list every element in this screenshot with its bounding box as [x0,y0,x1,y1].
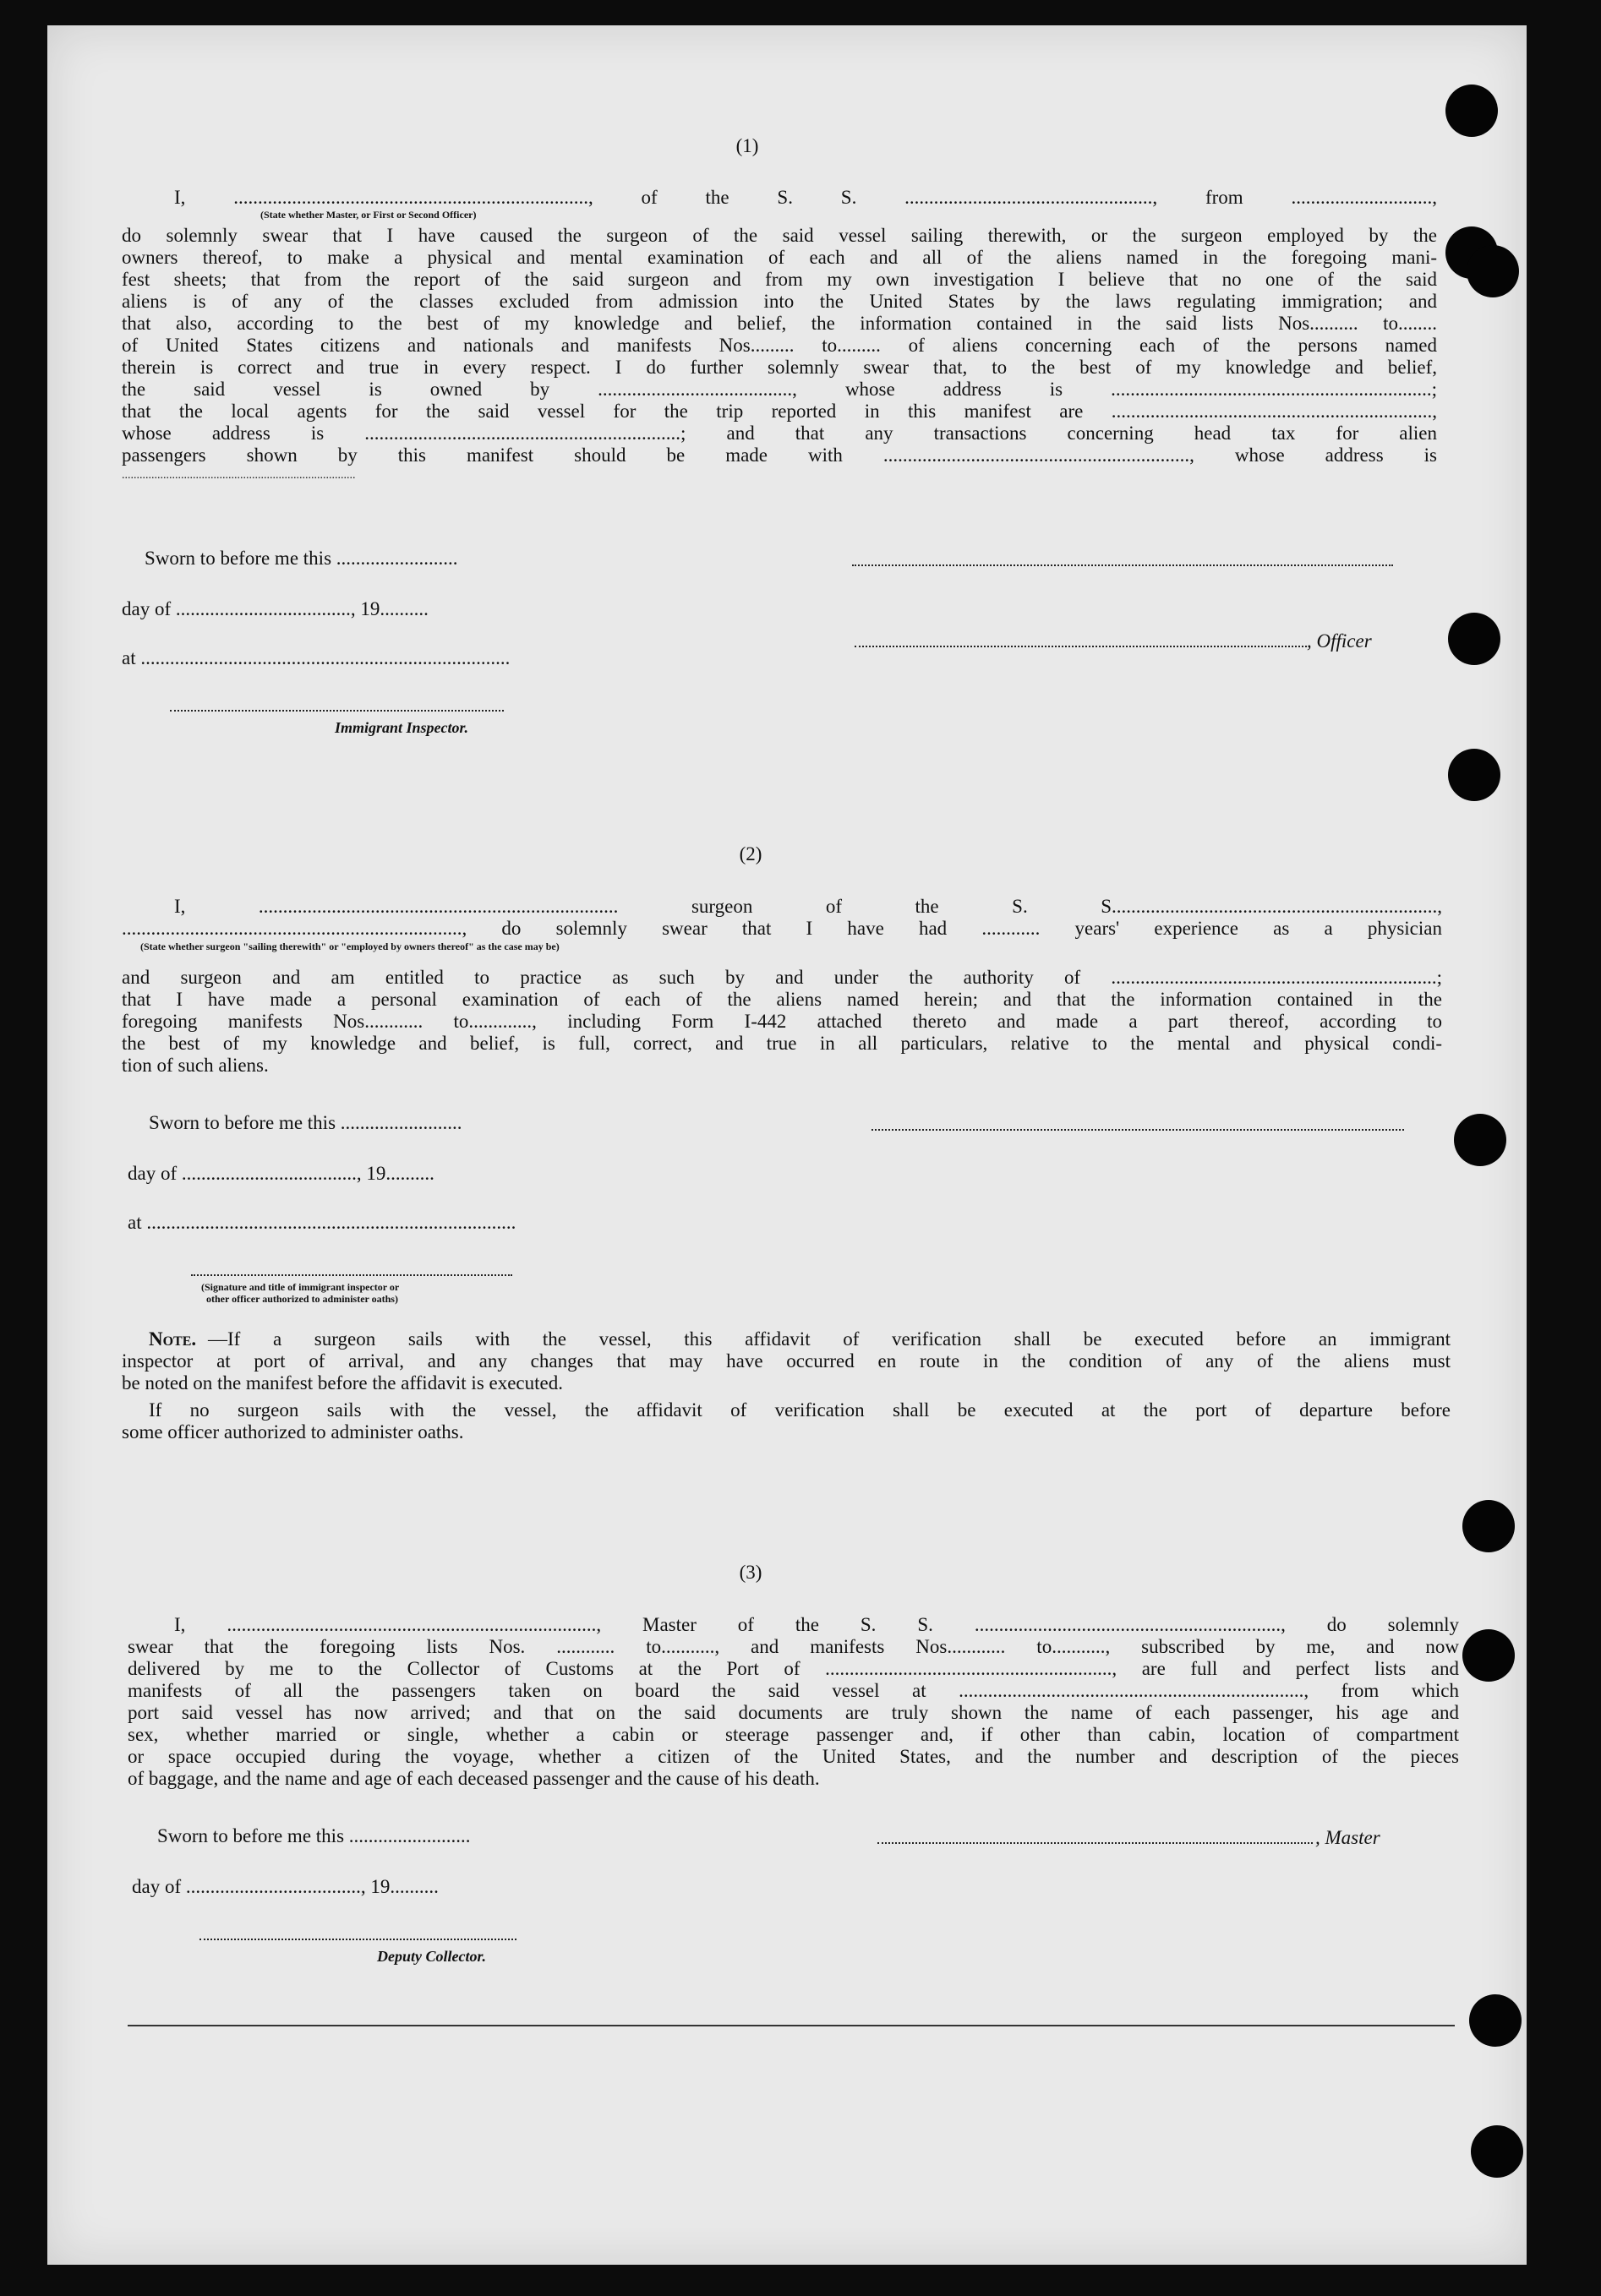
section-2-text-line: that I have made a personal examination of each of the aliens named herein; and that the information contained in the [122,989,1442,1010]
section-1-text-line: owners thereof, to make a physical and mental examination of each and all of the aliens named in the foregoing mani- [122,247,1437,268]
section-2-at: at ............................................................................ [128,1212,516,1233]
punch-hole [1448,613,1500,665]
section-1-text-line: therein is correct and true in every respect. I do further solemnly swear that, to the best of my knowledge and belief, [122,357,1437,378]
section-1-caption: (State whether Master, or First or Second Officer) [260,209,477,221]
section-1-text-line: that also, according to the best of my knowledge and belief, the information contained in the said lists Nos.......... to........ [122,313,1437,334]
section-2-note2-line: If no surgeon sails with the vessel, the affidavit of verification shall be executed at the port of departure before [149,1399,1451,1421]
section-2-note-last: be noted on the manifest before the affidavit is executed. [122,1372,563,1393]
section-2-line-2: ......................................................................, do solemnly swear that I have had ............ years' experience as a physician [122,918,1442,939]
section-3-text-line: sex, whether married or single, whether a cabin or steerage passenger and, if other than cabin, location of compartment [128,1724,1459,1745]
section-3-collector-line [199,1939,516,1940]
section-1-text-line: passengers shown by this manifest should be made with ..............................................................., whose address is [122,444,1437,466]
section-2-last-line: tion of such aliens. [122,1055,269,1076]
section-2-line-1: I, .......................................................................... surgeon of the S. S..................................................................., [174,896,1442,917]
section-3-text-line: swear that the foregoing lists Nos. ............ to..........., and manifests Nos............ to..........., subscribed by me, and now [128,1636,1459,1657]
punch-hole [1462,1500,1515,1552]
section-2-sig-caption-2: other officer authorized to administer oaths) [206,1293,398,1305]
section-3-text-line: port said vessel has now arrived; and that on the said documents are truly shown the name of each passenger, his age and [128,1702,1459,1723]
section-2-note2-last: some officer authorized to administer oaths. [122,1421,464,1442]
section-1-inspector-title: Immigrant Inspector. [335,719,469,736]
section-2-day: day of ...................................., 19.......... [128,1163,434,1184]
section-1-day: day of ...................................., 19.......... [122,598,429,619]
punch-hole [1469,1994,1522,2047]
section-1-text-line: fest sheets; that from the report of the said surgeon and from my own investigation I believe that no one of the said [122,269,1437,290]
section-3-line-1: I, ............................................................................, Master of the S. S. ..............................................................., do solemnly [174,1614,1459,1635]
section-1-number: (1) [735,135,759,156]
section-1-inspector-line [170,710,504,712]
section-2-note-line: inspector at port of arrival, and any changes that may have occurred en route in the condition of any of the aliens must [122,1350,1451,1372]
section-2-caption: (State whether surgeon "sailing therewith" or "employed by owners thereof" as the case may be) [140,941,560,952]
document-page [47,25,1527,2265]
section-3-master: , Master [1315,1827,1380,1848]
punch-hole [1467,245,1519,297]
section-1-line-1: I, ........................................................................., of the S. S. ..................................................., from ............................., [174,187,1437,208]
section-3-text-line: manifests of all the passengers taken on board the said vessel at ......................................................................., from which [128,1680,1459,1701]
punch-hole [1454,1114,1506,1166]
section-1-officer-line [855,646,1307,647]
section-1-text-line: of United States citizens and nationals and manifests Nos......... to......... of aliens concerning each of the persons named [122,335,1437,356]
section-2-note-label [149,1328,196,1350]
punch-hole [1445,85,1498,137]
section-2-text-line: and surgeon and am entitled to practice as such by and under the authority of ...................................................................; [122,967,1442,988]
section-2-text-line: the best of my knowledge and belief, is full, correct, and true in all particulars, relative to the mental and physical condi- [122,1033,1442,1054]
section-1-signature-line [852,564,1393,566]
section-1-text-line: aliens is of any of the classes excluded from admission into the United States by the laws regulating immigration; and [122,291,1437,312]
section-1-at: at ............................................................................ [122,647,511,668]
section-3-last-line: of baggage, and the name and age of each deceased passenger and the cause of his death. [128,1768,820,1789]
section-1-text-line: do solemnly swear that I have caused the surgeon of the said vessel sailing therewith, or the surgeon employed by the [122,225,1437,246]
section-1-text-line: the said vessel is owned by ........................................, whose address is ..................................................................; [122,379,1437,400]
punch-hole [1448,749,1500,801]
section-2-sworn: Sworn to before me this ......................... [149,1112,462,1133]
section-2-signature-line [872,1129,1404,1131]
section-1-officer: , Officer [1307,630,1372,652]
section-2-note-line: —If a surgeon sails with the vessel, this affidavit of verification shall be executed before an immigrant [208,1328,1451,1350]
section-2-text-line: foregoing manifests Nos............ to............., including Form I-442 attached thereto and made a part thereof, according to [122,1011,1442,1032]
punch-hole [1462,1629,1515,1682]
section-3-text-line: delivered by me to the Collector of Customs at the Port of ..........................................................., are full and perfect lists and [128,1658,1459,1679]
note-label: Note. [149,1328,197,1350]
bottom-rule [128,2025,1455,2026]
section-2-inspector-line [191,1274,512,1276]
section-3-day: day of ...................................., 19.......... [132,1876,439,1897]
section-2-number: (2) [739,843,762,864]
section-3-text-line: or space occupied during the voyage, whether a citizen of the United States, and the number and description of the pieces [128,1746,1459,1767]
section-3-sworn: Sworn to before me this ......................... [157,1825,471,1846]
section-1-sworn: Sworn to before me this ......................... [145,548,458,569]
section-3-collector-title: Deputy Collector. [377,1948,486,1965]
section-1-trailing-dots: ............................................................................... [122,469,356,482]
section-1-text-line: whose address is .................................................................; and that any transactions concerning head tax for alien [122,423,1437,444]
section-1-text-line: that the local agents for the said vessel for the trip reported in this manifest are .................................................................., [122,401,1437,422]
section-2-sig-caption-1: (Signature and title of immigrant inspector or [201,1281,400,1293]
punch-hole [1471,2125,1523,2178]
section-3-master-line [877,1842,1313,1844]
section-3-number: (3) [739,1562,762,1583]
